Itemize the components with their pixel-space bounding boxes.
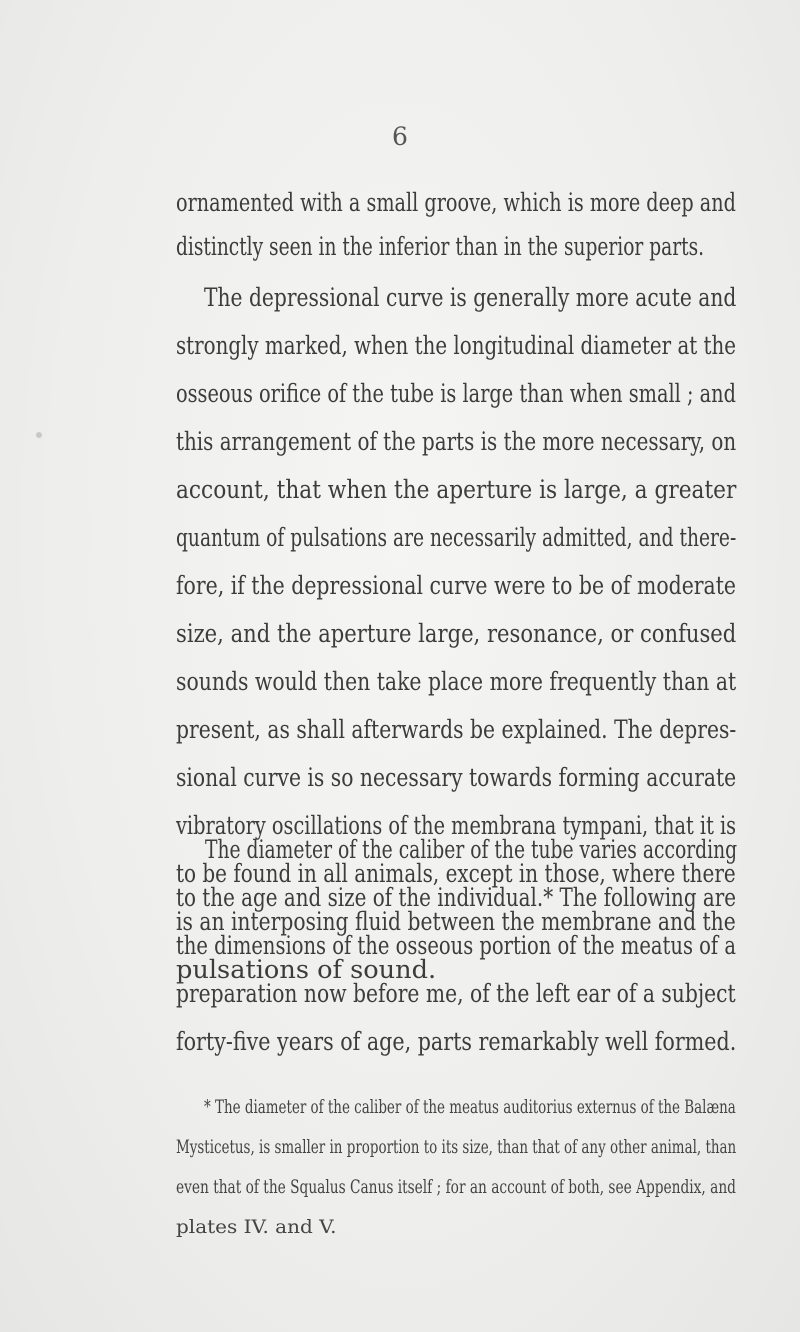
text-line: to be found in all animals, except in those, where there [176,859,736,889]
text-line: the dimensions of the osseous portion of the meatus of a [176,931,736,961]
text-line: account, that when the aperture is large, a greater [176,475,737,505]
text-line: to the age and size of the individual.* The following are [176,883,737,913]
footnote-line: Mysticetus, is smaller in proportion to its size, than that of any other animal, than [176,1137,737,1158]
text-line: ornamented with a small groove, which is more deep and [176,188,736,218]
footnote-line: even that of the Squalus Canus itself ; for an account of both, see Appendix, and [176,1177,736,1198]
text-line: size, and the aperture large, resonance, or confused [176,619,737,649]
text-line: The diameter of the caliber of the tube varies according [205,835,738,865]
footnote-line: plates IV. and V. [176,1217,337,1238]
footnote-line: * The diameter of the caliber of the meatus auditorius externus of the Balæna [204,1097,736,1118]
text-line: preparation now before me, of the left ear of a subject [176,979,736,1009]
text-line: vibratory oscillations of the membrana tympani, that it is [176,811,737,841]
text-line: strongly marked, when the longitudinal diameter at the [176,331,737,361]
text-line: is an interposing fluid between the membrane and the [176,907,736,937]
text-line: sional curve is so necessary towards forming accurate [176,763,737,793]
text-line: The depressional curve is generally more acute and [204,283,737,313]
text-line: present, as shall afterwards be explained. The depres- [176,715,737,745]
text-line: osseous orifice of the tube is large than when small ; and [176,379,736,409]
text-line: this arrangement of the parts is the more necessary, on [176,427,737,457]
text-line: distinctly seen in the inferior than in the superior parts. [176,232,705,262]
page-number: 6 [392,122,408,151]
text-line: pulsations of sound. [176,955,437,985]
text-line: forty-five years of age, parts remarkably well formed. [176,1027,737,1057]
text-line: fore, if the depressional curve were to be of moderate [176,571,737,601]
text-line: quantum of pulsations are necessarily admitted, and there- [176,523,737,553]
text-line: sounds would then take place more frequently than at [176,667,737,697]
paper-speck [36,432,42,438]
